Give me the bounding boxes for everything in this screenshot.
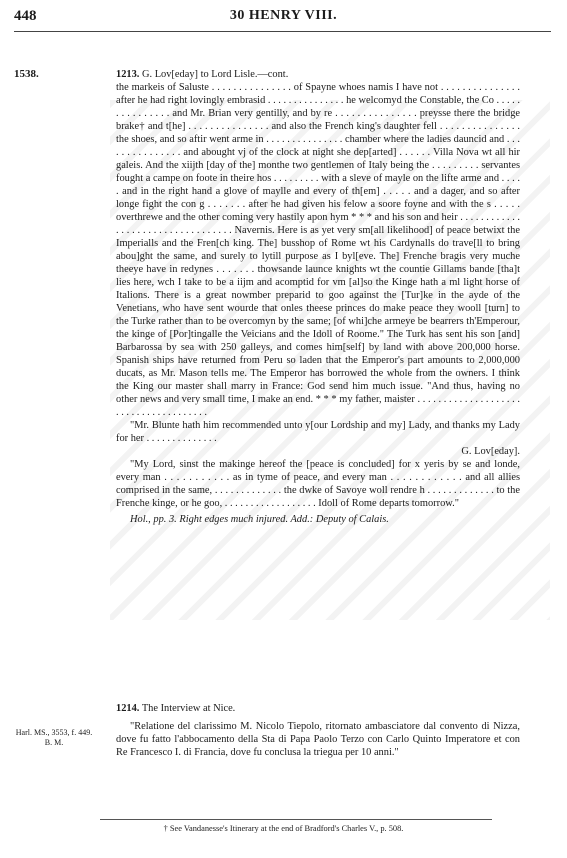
entry-1213 [116,68,520,526]
entry-1213-paragraph: "Mr. Blunte hath him recommended unto y[our Lordship and my] Lady, and thanks my Lady for her . . . . . . . . . . . . . . [116,420,520,444]
entry-number: 1214. [116,703,140,714]
entry-1213-paragraph: "My Lord, sinst the makinge hereof the [peace is concluded] for x yeris by se and londe, every man . . . . . . . . . . . as in tyme of peace, and every man . . . . . . . . . . . . and all allies comprised in the same, . . . . . . . . . . . . . the dwke of Savoye woll rendre h . . . . . . . . . . . . . to the Frenche kinge, or he goo, . . . . . . . . . . . . . . . . . . Idoll of Rome departs tomorrow." [116,459,520,509]
entry-heading: The Interview at Nice. [141,703,236,714]
entry-1214-paragraph: "Relatione del clarissimo M. Nicolo Tiepolo, ritornato ambasciatore dal convento di Nizza, dove fu fatto l'abbocamento della Sta di Papa Paolo Terzo con Carlo Quinto Imperatore et con Re Francesco I. di Francia, dove fu conclusa la triegua per 10 anni." [116,721,520,758]
entry-number: 1213. [116,69,140,80]
header-rule [14,31,551,32]
document-note: Hol., pp. 3. Right edges much injured. Add.: Deputy of Calais. [130,514,389,525]
entry-1214 [116,702,520,759]
entry-1213-paragraph: the markeis of Saluste . . . . . . . . . . . . . . . of Spayne whoes namis I have not . . . . . . . . . . . . . . . after he had right lovingly embrasid . . . . . . . . . . . . . . . he welcomyd the Constable, the Co . . . . . . . . . . . . . . . and Mr. Brian very gentilly, and by re . . . . . . . . . . . . . . . preysse there the bridge brake† and t[he] . . . . . . . . . . . . . . . and also the French king's daughter fell . . . . . . . . . . . . . . . the shoes, and so aftir went arme in . . . . . . . . . . . . . . . chamber where the ladies dauncid and . . . . . . . . . . . . . . . and abought vj of the clock at night she dep[arted] . . . . . . Villa Nova wt all hir galeis. And the xiijth [day of the] monthe two gentlemen of Italy being the . . . . . . . . . servantes fought a campe on foote in theire hos . . . . . . . . . with a sleve of mayle on the lifte arme and . . . . . and in the right hand a glove of maylle and every of th[em] . . . . . and a dager, and so after longe fight the con g . . . . . . . after he had given his felow a soore foyne and with the s . . . . . overthrewe and the other coming very hastily apon hym * * * and his son and heir . . . . . . . . . . . . . . . . . . . . . . . . . . . . . . . . . . Navernis. Here is as yet very sm[all likelihood] of peace betwixt the Imperialls and the Fren[ch king. The] busshop of Rome wt his Cardynalls do trave[ll to bring abou]ght the same, and surely to lytill purpose as I byl[eve. The] Frenche bragis very muche theeye have in redynes . . . . . . . thowsande launce knights wt the countie Gillams bande [tha]t lies here, wch I take to be a iijm and acomptid for vm [al]so the Kinge hath a ml light horse of Italions. There is a great nowmber preparid to goo against the [Tur]ke in the ayde of the Venetians, who have sent wourde that onles theese princes do make peace they wooll [turn] to the Turke rather than to be overcomyn by the same; [of whi]che armeye be bearrers th'Emperour, the kinge of [Por]tingalle the Veicians and the Idoll of Roome." The Turk has sent his son [and] Barbarossa by sea with 250 galleys, and comes him[self] by land with above 200,000 horse. Spanish ships have returned from Peru so laden that the Emperor's part amounts to 2,000,000 ducats, as Mr. Mason tells me. The Emperor has borrowed the whole from the owners. I think the King our master shall marry in France: God send him much issue. "And thus, having no other news and very small time, I make an end. * * * my father, maister . . . . . . . . . . . . . . . . . . . . . . . . . . . . . . . . . . . . . . [116,82,520,418]
footnote: † See Vandanesse's Itinerary at the end of Bradford's Charles V., p. 508. [163,824,404,833]
entry-heading: G. Lov[eday] to Lord Lisle.—cont. [142,69,289,80]
running-title: 30 HENRY VIII. [229,8,338,23]
signature: G. Lov[eday]. [461,446,520,457]
source-reference: Harl. MS., 3553, f. 449. B. M. [15,728,93,747]
year-marker: 1538. [14,68,39,80]
footnote-rule [100,819,492,820]
page-number: 448 [14,8,37,24]
